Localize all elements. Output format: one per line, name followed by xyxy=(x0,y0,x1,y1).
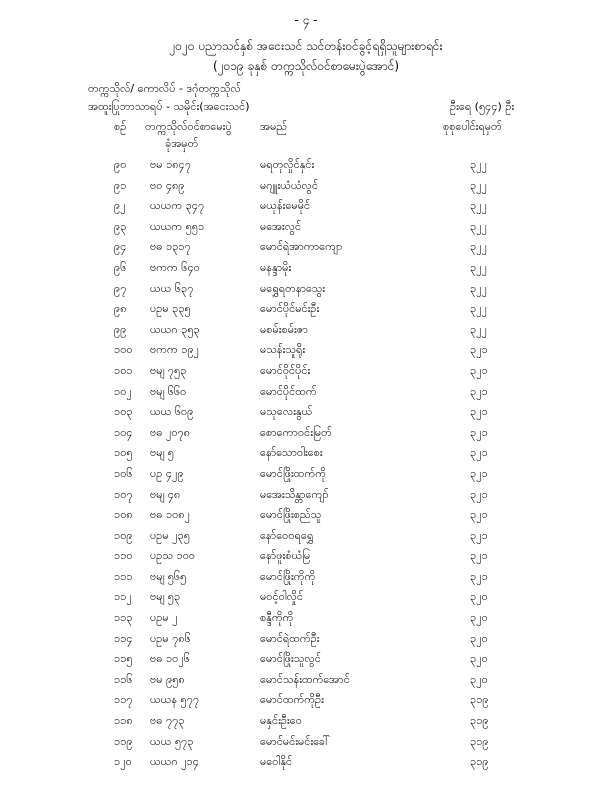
table-row xyxy=(0,155,612,176)
student-name: မောင်ရဲအာကာကျော xyxy=(260,240,343,254)
row-number: ၁၁၇ xyxy=(114,693,133,707)
row-number: ၁၁၉ xyxy=(114,734,133,748)
student-name: မသန်းသူရိုး xyxy=(260,343,306,357)
roll-number: ယယန ၅၇၇ xyxy=(150,693,200,707)
row-number: ၁၀၉ xyxy=(114,528,133,542)
total-marks: ၃၂၁ xyxy=(470,446,488,460)
total-count: ဦးရေ (၅၄၄) ဦး xyxy=(450,100,515,113)
roll-number: ဗဓ ၂၀၇၈ xyxy=(150,425,191,439)
total-marks: ၃၂၁ xyxy=(470,384,488,398)
student-name: မောင်သန်းထက်အောင် xyxy=(260,672,350,686)
roll-number: ပဥမ ၇၈၆ xyxy=(150,631,191,645)
row-number: ၁၀၁ xyxy=(114,363,133,377)
student-name: မောင်ဝိုင်ပိုင်း xyxy=(260,363,311,377)
row-number: ၁၁၁ xyxy=(114,569,133,583)
student-name: မောင်မင်းမင်းခေါ် xyxy=(260,734,330,748)
table-row xyxy=(0,526,612,547)
total-marks: ၃၂၁ xyxy=(470,466,488,480)
total-marks: ၃၂၂ xyxy=(470,178,487,192)
total-marks: ၃၂၀ xyxy=(470,590,488,604)
row-number: ၁၂၀ xyxy=(114,755,132,769)
student-name: နော်ဖူးစံယံမြ xyxy=(260,549,311,563)
row-number: ၁၁၃ xyxy=(114,611,133,625)
total-marks: ၃၁၉ xyxy=(470,714,489,728)
row-number: ၁၀၂ xyxy=(114,384,132,398)
row-number: ၉၆ xyxy=(114,260,127,274)
student-name: မောင်ဖြိုးသူလွင် xyxy=(260,652,321,666)
roll-number: ပဥမ ၃၃၅ xyxy=(150,302,191,316)
roll-number: ဗမ ၉၅၈ xyxy=(150,672,185,686)
row-number: ၁၁၀ xyxy=(114,549,133,563)
student-name: မအေးသိန္တာကျော် xyxy=(260,487,329,501)
total-marks: ၃၂၁ xyxy=(470,343,488,357)
student-name: မရွှေရတနာသွေး xyxy=(260,281,326,295)
table-row xyxy=(0,279,612,300)
table-row xyxy=(0,546,612,567)
row-number: ၁၀၃ xyxy=(114,405,133,419)
table-row xyxy=(0,670,612,691)
table-row xyxy=(0,485,612,506)
column-header-no: စဉ် xyxy=(114,120,127,133)
table-row xyxy=(0,258,612,279)
roll-number: ဗဓ ၁၃၁၇ xyxy=(150,240,191,254)
table-row xyxy=(0,649,612,670)
row-number: ၁၀၅ xyxy=(114,446,133,460)
total-marks: ၃၂၁ xyxy=(470,528,488,542)
document-subtitle: (၂၀၁၉ ခုနှစ် တက္ကသိုလ်ဝင်စာမေးပွဲအောင်) xyxy=(212,59,400,73)
student-name: မဝင့်ဝါလှိုင် xyxy=(260,590,304,604)
row-number: ၉၇ xyxy=(114,281,127,295)
student-name: မစမ်းစမ်းဇာ xyxy=(260,322,308,336)
student-name: မောင်ပိုင်ထက် xyxy=(260,384,317,398)
column-header-name: အမည် xyxy=(260,120,288,133)
row-number: ၉၃ xyxy=(114,219,127,233)
total-marks: ၃၂၁ xyxy=(470,363,488,377)
roll-number: ယယ ၆၃၇ xyxy=(150,281,194,295)
roll-number: ဗမျ ၄၈ xyxy=(150,487,181,501)
university-line: တက္ကသိုလ်/ ကောလိပ် - ဒဂုံတက္ကသိုလ် xyxy=(88,82,241,95)
table-row xyxy=(0,752,612,773)
roll-number: ဗကက ၆၄၀ xyxy=(150,260,200,274)
table-row xyxy=(0,690,612,711)
table-row xyxy=(0,567,612,588)
total-marks: ၃၂၀ xyxy=(470,652,488,666)
student-name: မောင်ဖြိုးထက်ကို xyxy=(260,466,326,480)
roll-number: ဗမျ ၅၃ xyxy=(150,590,181,604)
roll-number: ဗမျ ၆၆၀ xyxy=(150,384,187,398)
table-row xyxy=(0,237,612,258)
page-number: - ၄ - xyxy=(294,13,318,27)
roll-number: ဗဓ ၇၇၃ xyxy=(150,714,185,728)
roll-number: ယယဂ ၂၁၄ xyxy=(150,755,199,769)
student-name: မဝေါနိုင် xyxy=(260,755,293,769)
total-marks: ၃၂၁ xyxy=(470,487,488,501)
roll-number: ယယ ၆၀၉ xyxy=(150,405,194,419)
roll-number: ဗကက ၁၉၂ xyxy=(150,343,200,357)
roll-number: ယယက ၃၄၇ xyxy=(150,199,205,213)
subject-line: အထူးပြုဘာသာရပ် - သမိုင်း(အငေးသင်) xyxy=(88,100,250,113)
table-row xyxy=(0,464,612,485)
row-number: ၉၂ xyxy=(114,199,126,213)
total-marks: ၃၂၁ xyxy=(470,569,488,583)
total-marks: ၃၂၁ xyxy=(470,508,488,522)
total-marks: ၃၂၂ xyxy=(470,199,487,213)
table-row xyxy=(0,608,612,629)
student-name: မသုလေးနွယ် xyxy=(260,405,313,419)
roll-number: ဗဓ ၁၀၈၂ xyxy=(150,508,191,522)
table-row xyxy=(0,629,612,650)
row-number: ၁၁၂ xyxy=(114,590,132,604)
table-row xyxy=(0,361,612,382)
roll-number: ဗဝ ၄၈၉ xyxy=(150,178,185,192)
student-name: မနန္ဒာမိုး xyxy=(260,260,292,274)
total-marks: ၃၂၁ xyxy=(470,425,488,439)
table-row xyxy=(0,505,612,526)
roll-number: ပဥသ ၁၀၀ xyxy=(150,549,196,563)
table-row xyxy=(0,320,612,341)
roll-number: ဗမ ၁၈၄၇ xyxy=(150,158,191,171)
roll-number: ပဥမ ၂၃၅ xyxy=(150,528,190,542)
table-row xyxy=(0,217,612,238)
roll-number: ယယ ၅၇၃ xyxy=(150,734,194,748)
document-title: ၂၀၂၀ ပညာသင်နှစ် အငေးသင် သင်တန်းဝင်ခွင့်ရရှိသူများစာရင်း xyxy=(169,39,443,53)
roll-number: ယယက ၅၅၁ xyxy=(150,219,205,233)
total-marks: ၃၂၂ xyxy=(470,260,487,274)
student-name: မဂျူးယံယံလွင် xyxy=(260,178,319,192)
table-row xyxy=(0,423,612,444)
student-name: မအေးလွင် xyxy=(260,219,302,233)
student-name: မောင်ရဲထက်ဦး xyxy=(260,631,320,645)
table-row xyxy=(0,443,612,464)
roll-number: ဗမျ ၅ xyxy=(150,446,174,460)
row-number: ၉၀ xyxy=(114,158,127,171)
total-marks: ၃၁၉ xyxy=(470,755,489,769)
total-marks: ၃၂၂ xyxy=(470,219,487,233)
student-name: မောင်ဖြိုးစည်သူ xyxy=(260,508,322,522)
roll-number: ဗမျ ၇၅၃ xyxy=(150,363,187,377)
table-row xyxy=(0,587,612,608)
student-name: မောင်ပိုင်မင်းဦး xyxy=(260,302,320,316)
row-number: ၁၁၆ xyxy=(114,672,133,686)
total-marks: ၃၂၀ xyxy=(470,611,488,625)
column-header-marks: စုစုပေါင်းရမှတ် xyxy=(443,120,502,133)
total-marks: ၃၂၂ xyxy=(470,240,487,254)
student-name: စောကောဝင်းမြတ် xyxy=(260,425,332,439)
row-number: ၁၀၄ xyxy=(114,425,133,439)
row-number: ၁၁၈ xyxy=(114,714,133,728)
total-marks: ၃၂၂ xyxy=(470,302,487,316)
row-number: ၁၁၅ xyxy=(114,652,133,666)
roll-number: ပဥမ ၂ xyxy=(150,611,178,625)
student-name: နော်ဝေဝရရွှေ xyxy=(260,528,314,542)
table-row xyxy=(0,732,612,753)
student-name: မယုန်းမေမိုင် xyxy=(260,199,311,213)
total-marks: ၃၂၂ xyxy=(470,281,487,295)
roll-number: ဗမျ ၅၆၅ xyxy=(150,569,187,583)
total-marks: ၃၁၉ xyxy=(470,734,489,748)
student-name: စန္ဒီကိုကို xyxy=(260,611,294,625)
student-name: မရတုလှိုင်နှင်း xyxy=(260,158,315,171)
total-marks: ၃၂၁ xyxy=(470,405,488,419)
total-marks: ၃၂၀ xyxy=(470,672,488,686)
student-name: မောင်ထက်ကိုဦး xyxy=(260,693,324,707)
student-name: မနှင်းဦးဝေ xyxy=(260,714,302,728)
roll-number: ဗဓ ၁၀၂၆ xyxy=(150,652,190,666)
table-row xyxy=(0,402,612,423)
table-row xyxy=(0,382,612,403)
table-row xyxy=(0,711,612,732)
total-marks: ၃၁၉ xyxy=(470,693,489,707)
table-row xyxy=(0,196,612,217)
column-header-exam: တက္ကသိုလ်ဝင်စာမေးပွဲ xyxy=(145,120,232,133)
total-marks: ၃၂၁ xyxy=(470,549,488,563)
row-number: ၉၁ xyxy=(114,178,127,192)
row-number: ၁၁၄ xyxy=(114,631,133,645)
row-number: ၉၄ xyxy=(114,240,127,254)
column-header-roll: ခုံအမှတ် xyxy=(165,137,199,150)
row-number: ၉၈ xyxy=(114,302,127,316)
table-row xyxy=(0,340,612,361)
roll-number: ပဥ ၄၂၉ xyxy=(150,466,184,480)
results-table xyxy=(0,155,612,773)
row-number: ၁၀၈ xyxy=(114,508,133,522)
student-name: နော်သောဝါးစေး xyxy=(260,446,323,460)
row-number: ၁၀၆ xyxy=(114,466,133,480)
total-marks: ၃၂၂ xyxy=(470,158,487,171)
student-name: မောင်ဖြိုးကိုကို xyxy=(260,569,316,583)
row-number: ၁၀၀ xyxy=(114,343,133,357)
total-marks: ၃၂၀ xyxy=(470,631,488,645)
row-number: ၁၀၇ xyxy=(114,487,133,501)
table-row xyxy=(0,176,612,197)
total-marks: ၃၂၂ xyxy=(470,322,487,336)
table-row xyxy=(0,299,612,320)
row-number: ၉၉ xyxy=(114,322,127,336)
roll-number: ယယဂ ၃၅၃ xyxy=(150,322,200,336)
